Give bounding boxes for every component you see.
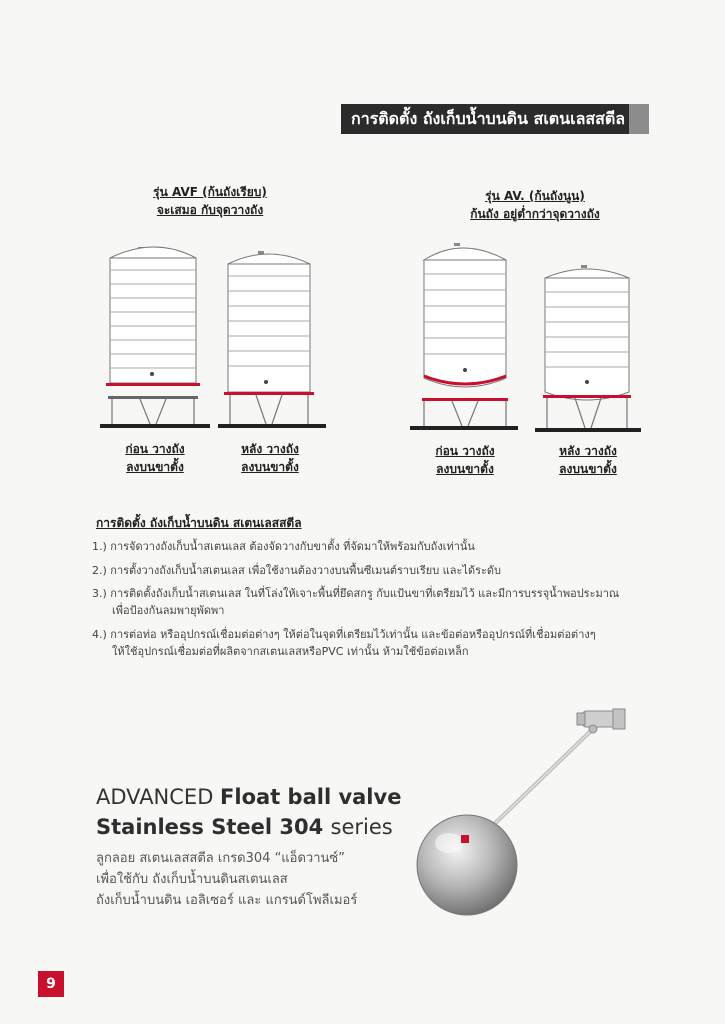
caption-av-before: ก่อน วางถัง ลงบนขาตั้ง xyxy=(435,444,495,476)
instruction-item-continued: ให้ใช้อุปกรณ์เชื่อมต่อที่ผลิตจากสเตนเลสหรือPVC เท่านั้น ห้ามใช้ข้อต่อเหล็ก xyxy=(112,645,469,658)
group-heading-av: รุ่น AV. (ก้นถังนูน) ก้นถัง อยู่ต่ำกว่าจุดวางถัง xyxy=(470,189,600,221)
tank-av-after-illustration xyxy=(535,262,645,436)
tank-avf-after-illustration xyxy=(218,246,328,432)
section-title-bar xyxy=(341,104,649,134)
instruction-item: 4.) การต่อท่อ หรืออุปกรณ์เชื่อมต่อต่างๆ ให้ต่อในจุดที่เตรียมไว้เท่านั้น และข้อต่อหรืออุปกรณ์ที่เชื่อมต่อต่างๆ xyxy=(92,628,596,641)
instruction-item-continued: เพื่อป้องกันลมพายุพัดพา xyxy=(112,604,225,617)
product-title: ADVANCED Float ball valve Stainless Steel 304 series xyxy=(96,785,402,839)
instruction-item: 2.) การตั้งวางถังเก็บน้ำสเตนเลส เพื่อใช้งานต้องวางบนพื้นซีเมนต์ราบเรียบ และได้ระดับ xyxy=(92,564,502,577)
float-ball-valve-image xyxy=(405,705,635,935)
instruction-item: 1.) การจัดวางถังเก็บน้ำสเตนเลส ต้องจัดวางกับขาตั้ง ที่จัดมาให้พร้อมกับถังเท่านั้น xyxy=(92,540,475,553)
group-heading-avf: รุ่น AVF (ก้นถังเรียบ) จะเสมอ กับจุดวางถัง xyxy=(153,185,267,217)
caption-av-after: หลัง วางถัง ลงบนขาตั้ง xyxy=(559,444,617,476)
instructions-title: การติดตั้ง ถังเก็บน้ำบนดิน สเตนเลสสตีล xyxy=(96,516,302,530)
caption-avf-after: หลัง วางถัง ลงบนขาตั้ง xyxy=(241,442,299,474)
section-title: การติดตั้ง ถังเก็บน้ำบนดิน สเตนเลสสตีล xyxy=(351,108,626,128)
tank-av-before-illustration xyxy=(410,238,520,434)
instruction-item: 3.) การติดตั้งถังเก็บน้ำสเตนเลส ในที่โล่งให้เจาะพื้นที่ยึดสกรู กับแป้นขาที่เตรียมไว้ และมีการบรรจุน้ำพอประมาณ xyxy=(92,587,620,600)
tank-avf-before-illustration xyxy=(100,238,210,432)
caption-avf-before: ก่อน วางถัง ลงบนขาตั้ง xyxy=(125,442,185,474)
product-description: ลูกลอย สเตนเลสสตีล เกรด304 “แอ็ดวานซ์” เพื่อใช้กับ ถังเก็บน้ำบนดินสเตนเลส ถังเก็บน้ำบนดิน เอลิเซอร์ และ แกรนด์โพลีเมอร์ xyxy=(96,851,358,908)
title-bar-accent xyxy=(629,104,649,134)
page-number-badge: 9 xyxy=(38,971,64,997)
